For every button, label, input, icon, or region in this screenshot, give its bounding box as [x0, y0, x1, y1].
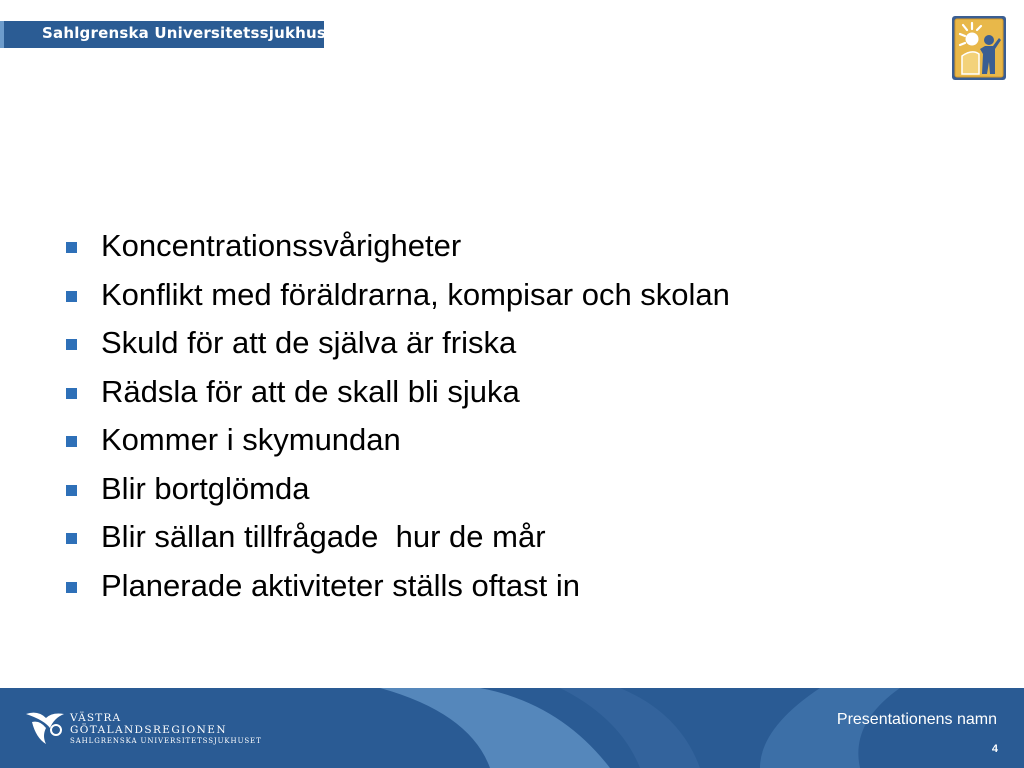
bullet-text: Rädsla för att de skall bli sjuka	[101, 373, 520, 409]
footer-bar	[0, 688, 1024, 768]
bullet-square-icon	[66, 485, 77, 496]
vgr-logo-icon	[24, 708, 76, 748]
header-bar	[0, 21, 344, 48]
bullet-square-icon	[66, 436, 77, 447]
bullet-text: Skuld för att de själva är friska	[101, 325, 517, 360]
bullet-square-icon	[66, 291, 77, 302]
bullet-item	[62, 368, 962, 417]
bullet-item	[62, 319, 962, 368]
bullet-item	[62, 416, 962, 465]
bullet-text: Koncentrationssvårigheter	[101, 228, 462, 263]
bullet-square-icon	[66, 388, 77, 399]
bullet-item	[62, 513, 962, 562]
bullet-item	[62, 562, 962, 611]
bullet-text: Konflikt med föräldrarna, kompisar och skolan	[101, 276, 730, 312]
header-org-name: Sahlgrenska Universitetssjukhuset	[42, 24, 344, 42]
bullet-square-icon	[66, 533, 77, 544]
bullet-text: Blir sällan tillfrågade hur de mår	[101, 519, 546, 554]
vgr-logo-text	[70, 712, 262, 747]
presentation-name: Presentationens namn	[836, 711, 997, 728]
bullet-square-icon	[66, 339, 77, 350]
page-number: 4	[991, 743, 998, 755]
bullet-text: Planerade aktiviteter ställs oftast in	[101, 567, 581, 603]
bullet-text: Kommer i skymundan	[101, 422, 401, 457]
child-sun-logo-icon	[952, 16, 1006, 80]
bullet-square-icon	[66, 242, 77, 253]
bullet-item	[62, 465, 962, 514]
vgr-line-2: GÖTALANDSREGIONEN	[70, 724, 227, 736]
vgr-line-1: VÄSTRA	[70, 712, 122, 724]
bullet-text: Blir bortglömda	[101, 470, 310, 506]
bullet-list	[62, 222, 962, 610]
bullet-item	[62, 271, 962, 320]
bullet-item	[62, 222, 962, 271]
header-accent	[0, 21, 4, 48]
slide-content	[62, 222, 962, 610]
vgr-line-3: SAHLGRENSKA UNIVERSITETSSJUKHUSET	[70, 737, 262, 745]
bullet-square-icon	[66, 582, 77, 593]
